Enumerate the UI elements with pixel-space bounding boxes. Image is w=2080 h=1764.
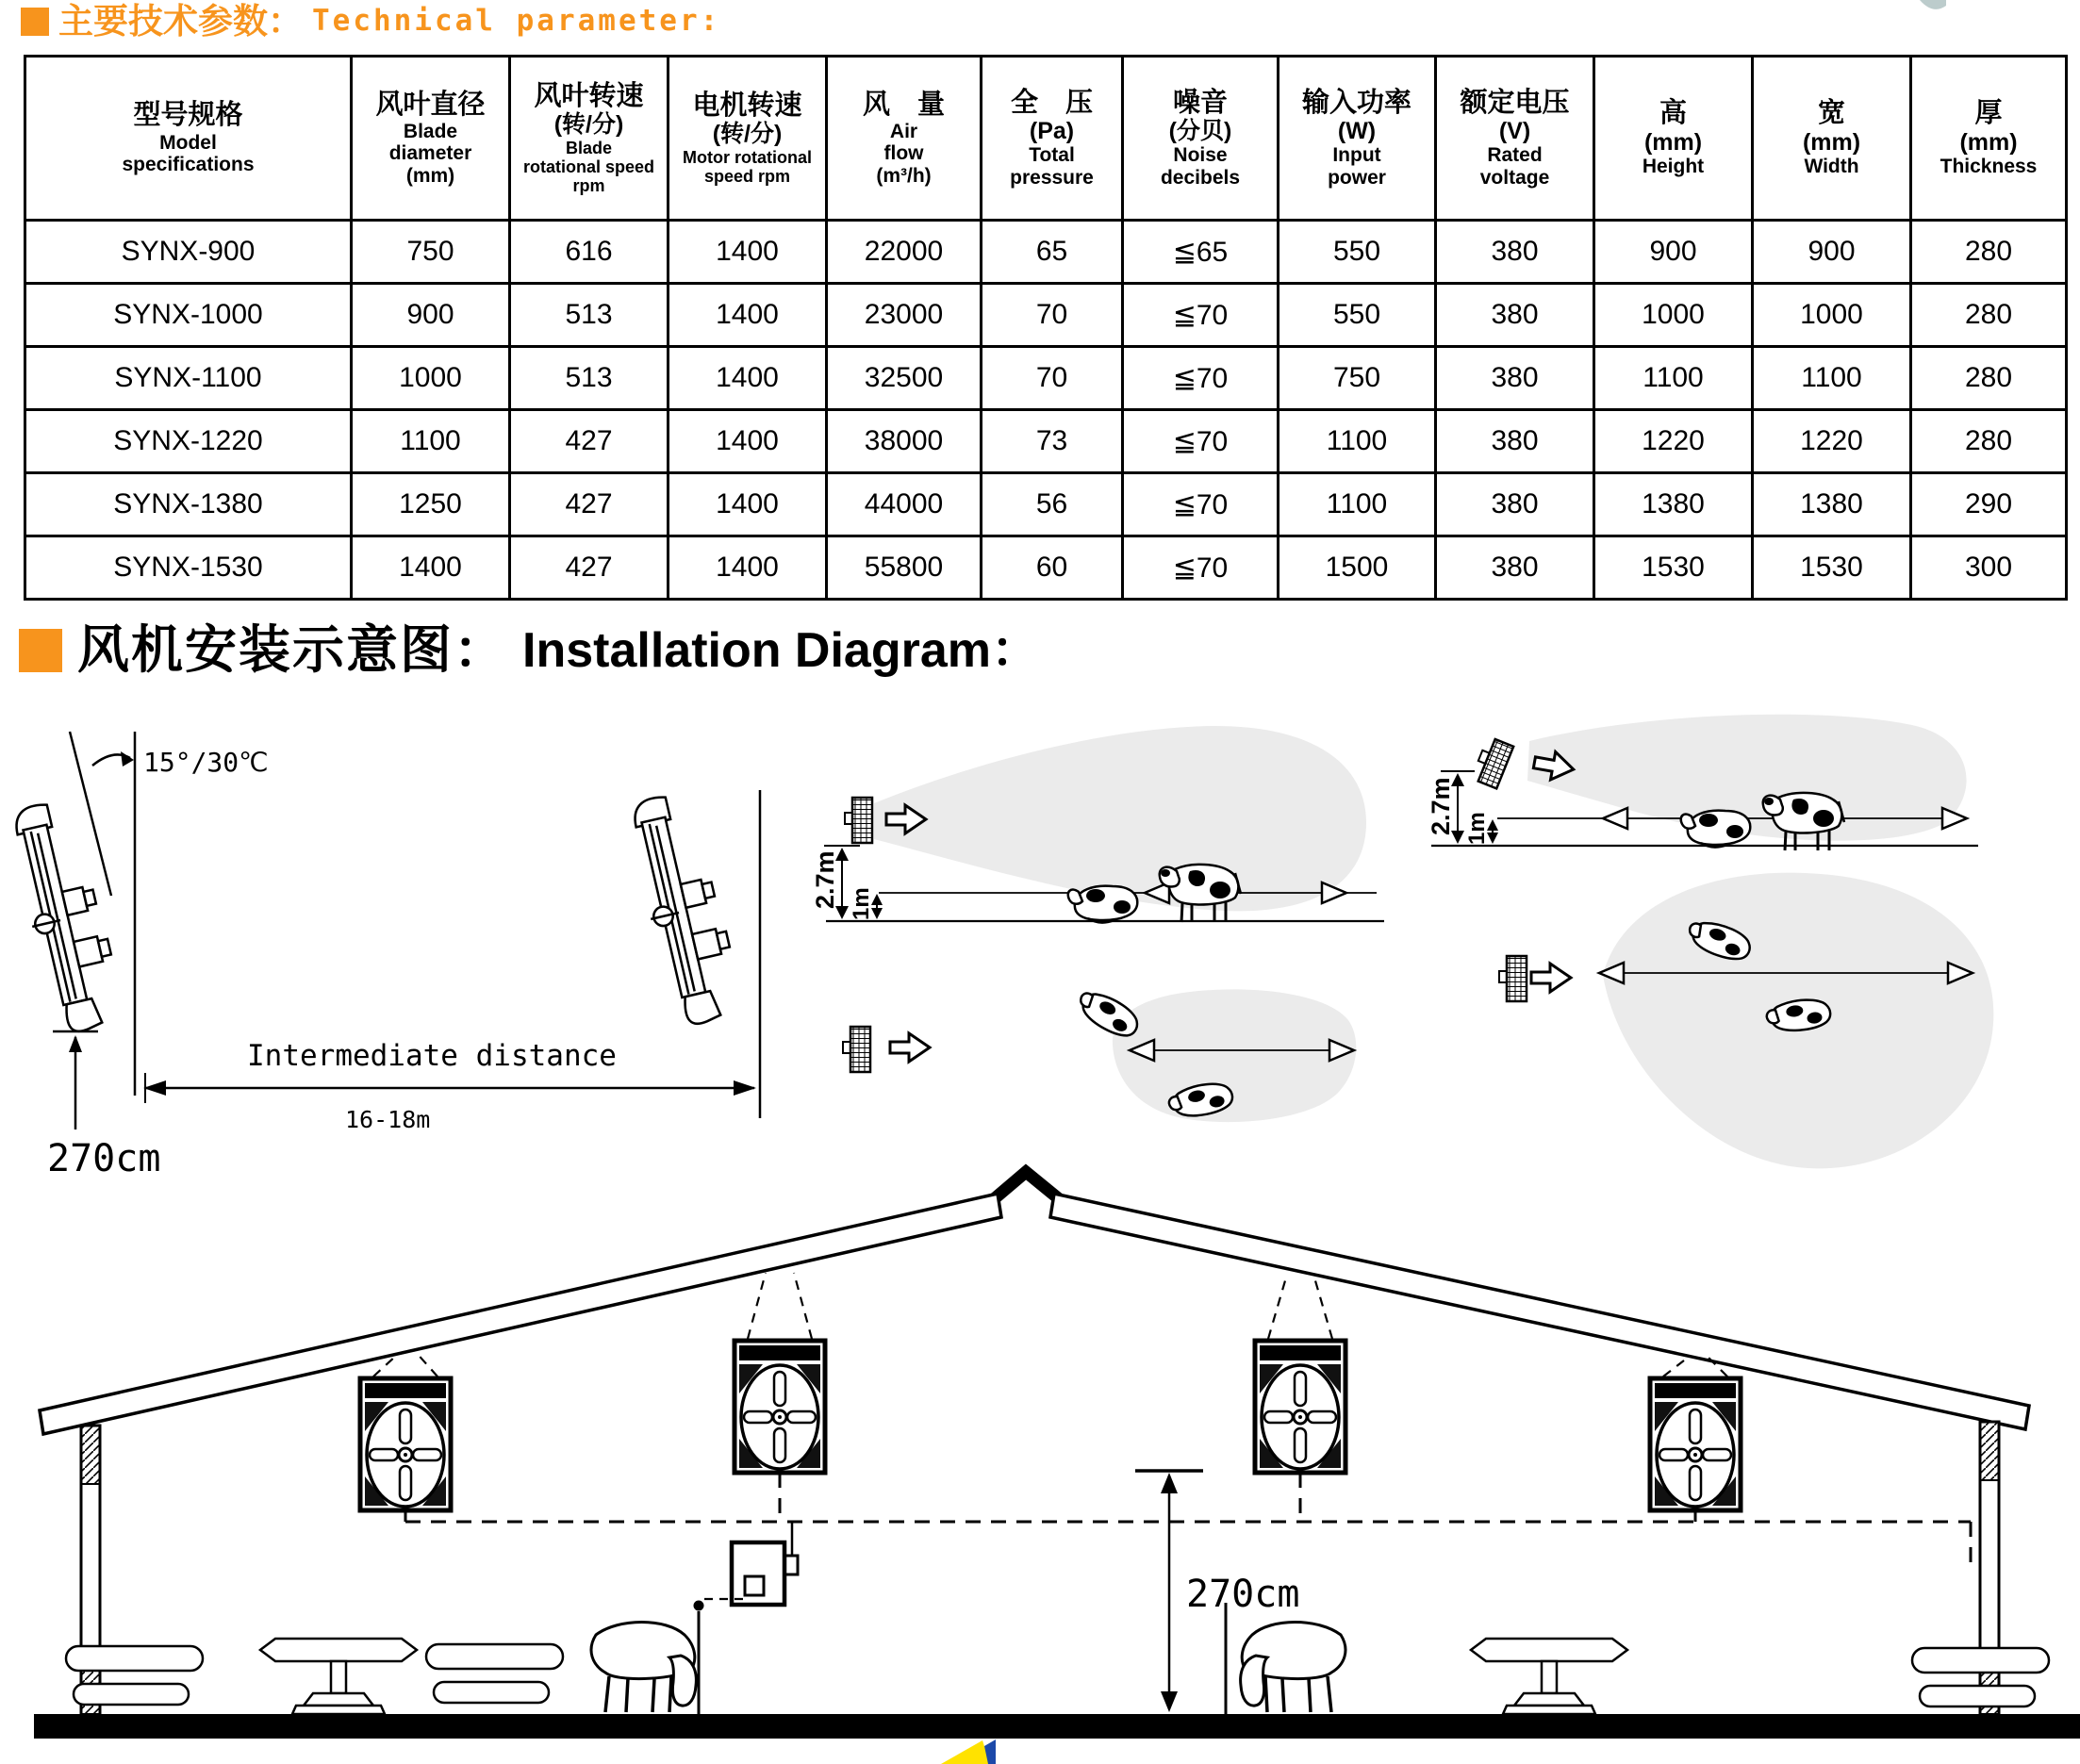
airflow-cone [874, 726, 1366, 911]
tilted-airflow-side-view [1427, 715, 1978, 850]
brand-logo-fragment [941, 1739, 996, 1764]
table-row: SYNX-1100 1000 513 1400 32500 70 ≦70 750 380 1100 1100 280 [25, 347, 2067, 410]
table-row: SYNX-900 750 616 1400 22000 65 ≦65 550 380 900 900 280 [25, 221, 2067, 284]
grazing-cow-icon [591, 1623, 696, 1713]
throw-arrowhead-left-icon [1603, 808, 1627, 829]
col-header-blade-speed: 风叶转速 (转/分) Blade rotational speed rpm [510, 57, 669, 221]
col-header-blade-diameter: 风叶直径 Blade diameter (mm) [352, 57, 510, 221]
section2-title-en: Installation Diagram： [522, 622, 1041, 678]
barn-cross-section [34, 1172, 2080, 1739]
airflow-direction-arrow-icon [890, 1033, 930, 1062]
cow-top-view-icon [1073, 986, 1143, 1042]
roof-left-slope [40, 1194, 1001, 1434]
ceiling-fan-icon [360, 1378, 451, 1510]
fan-spacing-label: 16-18m [345, 1106, 431, 1133]
table-row: SYNX-1220 1100 427 1400 38000 73 ≦70 1100 380 1220 1220 280 [25, 410, 2067, 473]
tilt-angle-label: 15°/30℃ [143, 747, 269, 778]
col-header-model: 型号规格 Model specifications [25, 57, 352, 221]
col-header-noise: 噪音 (分贝) Noise decibels [1123, 57, 1279, 221]
airflow-top-view [843, 986, 1356, 1122]
feed-table-icon [260, 1639, 417, 1714]
corner-watermark [1920, 0, 1946, 9]
tilted-wall-fan-icon [1471, 736, 1513, 788]
grazing-cow-icon [1241, 1623, 1345, 1713]
intermediate-distance-label: Intermediate distance [247, 1039, 617, 1073]
airflow-direction-arrow-icon [1531, 964, 1571, 992]
table-row: SYNX-1000 900 513 1400 23000 70 ≦70 550 380 1000 1000 280 [25, 284, 2067, 347]
section2-title-cn: 风机安装示意图： [77, 620, 508, 679]
ceiling-fan-icon [1255, 1341, 1345, 1473]
col-header-rated-voltage: 额定电压 (V) Rated voltage [1436, 57, 1594, 221]
angle-arc-arrowhead-icon [121, 751, 134, 767]
section1-title-en: Technical parameter: [312, 4, 721, 38]
wall-fan-icon [845, 798, 872, 843]
table-row: SYNX-1530 1400 427 1400 55800 60 ≦70 1500 380 1530 1530 300 [25, 536, 2067, 600]
col-header-air-flow: 风 量 Air flow (m³/h) [827, 57, 982, 221]
cow-lying-icon [1068, 886, 1138, 923]
cow-standing-icon [1763, 793, 1844, 850]
left-wall [81, 1426, 100, 1716]
throw-height-label: 2.7m [1427, 777, 1455, 835]
barn-height-label: 270cm [1186, 1573, 1300, 1616]
feed-trough-icon [426, 1644, 563, 1703]
ceiling-fan-icon [735, 1341, 825, 1473]
side-fan-left-icon [6, 797, 126, 1037]
col-header-width: 宽 (mm) Width [1753, 57, 1911, 221]
airflow-side-view [811, 726, 1384, 923]
ground-slab [34, 1714, 2080, 1739]
throw-height-label: 2.7m [811, 850, 839, 909]
col-header-height: 高 (mm) Height [1594, 57, 1753, 221]
wide-airflow-top-view [1499, 873, 1993, 1169]
wall-fan-icon [843, 1027, 870, 1072]
arrowhead-left-icon [143, 1080, 166, 1096]
mounting-spacing-view [6, 732, 760, 1180]
feed-table-icon [1471, 1639, 1627, 1714]
mount-height-label: 270cm [47, 1137, 161, 1180]
ceiling-fan-icon [1650, 1378, 1741, 1510]
fan-controller-box [694, 1522, 799, 1714]
wall-fan-icon [1499, 956, 1527, 1001]
side-fan-right-icon [624, 789, 745, 1030]
roof-right-slope [1050, 1194, 2029, 1429]
cow-height-label: 1m [1464, 812, 1490, 845]
cow-standing-icon [1160, 865, 1241, 922]
col-header-motor-speed: 电机转速 (转/分) Motor rotational speed rpm [669, 57, 827, 221]
dim-arrowhead-icon [69, 1035, 82, 1052]
section1-title-cn: 主要技术参数： [58, 2, 303, 41]
dim-arrowhead-icon [1161, 1691, 1178, 1712]
col-header-total-pressure: 全 压 (Pa) Total pressure [982, 57, 1123, 221]
sensor-dot-icon [694, 1601, 704, 1611]
cow-lying-icon [1681, 811, 1751, 848]
dim-arrowhead-icon [1161, 1473, 1178, 1493]
col-header-thickness: 厚 (mm) Thickness [1911, 57, 2067, 221]
table-row: SYNX-1380 1250 427 1400 44000 56 ≦70 1100 380 1380 1380 290 [25, 473, 2067, 536]
col-header-input-power: 输入功率 (W) Input power [1279, 57, 1436, 221]
cow-height-label: 1m [849, 887, 874, 920]
arrowhead-right-icon [734, 1080, 756, 1096]
